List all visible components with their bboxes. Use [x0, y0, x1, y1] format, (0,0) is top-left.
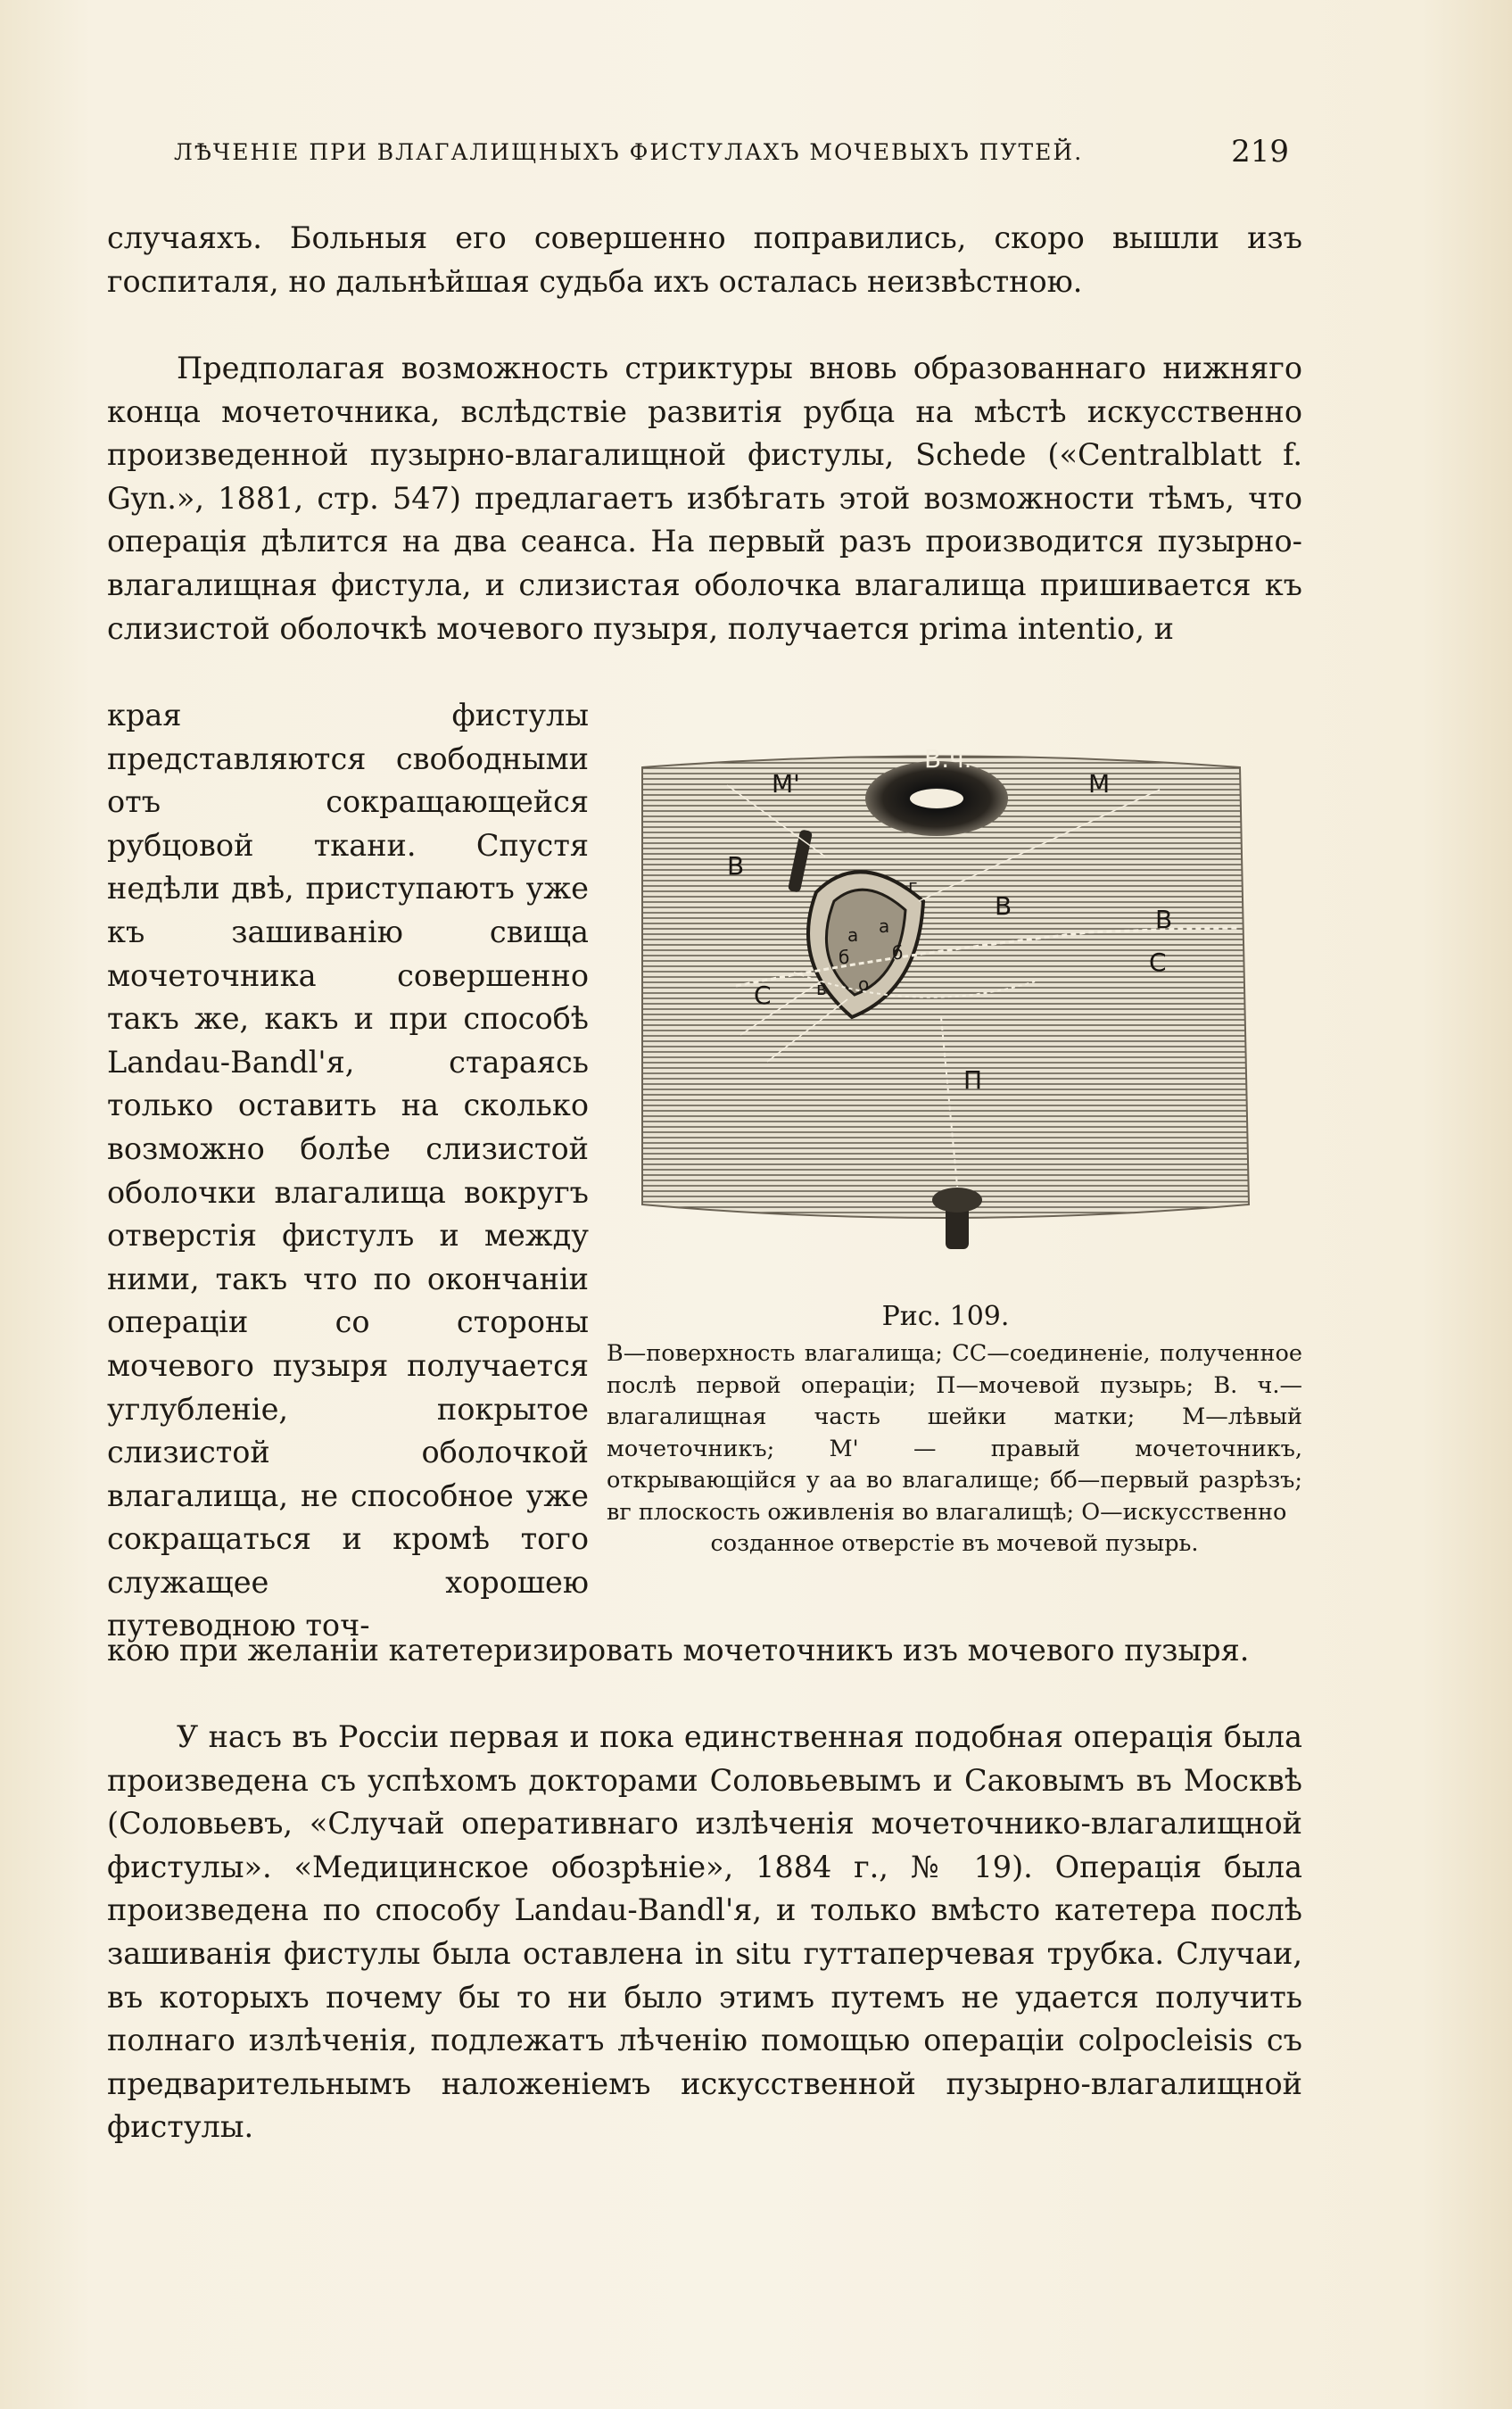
figure-109 — [624, 749, 1258, 1276]
label-b-small-2: б — [892, 942, 904, 964]
paragraph-2-wrapped: края фистулы представляются свободными отъ сокращающейся рубцовой ткани. Спустя недѣли двѣ, приступаютъ уже къ зашиванію свища мочеточника совершенно такъ же, какъ и при способѣ Landau-Bandl'я, стараясь только оставить на сколько возможно болѣе слизистой оболочки влагалища вокругъ отверстія фистулъ и между ними, такъ что по окончаніи операціи со стороны мочевого пузыря получается углубленіе, покрытое слизистой оболочкой влагалища, не способное уже сокращаться и кромѣ того служащее хорошею путеводною точ- — [107, 698, 589, 1643]
label-left-ureter: М' — [772, 769, 800, 799]
figure-illustration — [624, 749, 1258, 1276]
label-surface-1: В — [727, 851, 745, 881]
paragraph-1: случаяхъ. Больныя его совершенно поправились, скоро вышли изъ госпиталя, но дальнѣйшая судьба ихъ осталась неизвѣстною. — [107, 220, 1302, 299]
paragraph-2: Предполагая возможность стриктуры вновь образованнаго нижняго конца мочеточника, вслѣдствіе развитія рубца на мѣстѣ искусственно произведенной пузырно-влагалищной фистулы, Schede («Centralblatt f. Gyn.», 1881, стр. 547) предлагаетъ избѣгать этой возможности тѣмъ, что операція дѣлится на два сеанса. На первый разъ производится пузырно-влагалищная фистула, и слизистая оболочка влагалища пришивается къ слизистой оболочкѣ мочевого пузыря, получается prima intentio, и — [107, 351, 1302, 646]
label-junction-1: С — [754, 981, 772, 1010]
label-a-2: а — [879, 915, 890, 937]
figure-caption — [607, 1338, 1302, 1560]
figure-title: Рис. 109. — [881, 1301, 1010, 1332]
label-surface-2: В — [995, 891, 1012, 921]
label-bladder: П — [963, 1065, 983, 1095]
label-g: г — [908, 875, 918, 897]
label-v: в — [816, 978, 827, 999]
label-right-ureter: М — [1088, 769, 1111, 799]
label-junction-2: С — [1149, 948, 1167, 977]
page-number: 219 — [1231, 134, 1289, 170]
label-surface-3: В — [1155, 905, 1173, 934]
cervix-opening — [910, 789, 963, 808]
label-cervix: В.ч. — [924, 749, 972, 774]
label-b-small-1: б — [839, 947, 850, 968]
running-title: ЛѢЧЕНІЕ ПРИ ВЛАГАЛИЩНЫХЪ ФИСТУЛАХЪ МОЧЕВЫХЪ ПУТЕЙ. — [174, 139, 1084, 165]
label-o: о — [858, 973, 870, 995]
paragraph-2-end: кою при желаніи катетеризировать мочеточникъ изъ мочевого пузыря. — [107, 1633, 1250, 1668]
page-header — [174, 134, 1289, 178]
figure-caption-last: созданное отверстіе въ мочевой пузырь. — [710, 1530, 1199, 1557]
figure-caption-main: В—поверхность влагалища; СС—соединеніе, полученное послѣ первой операціи; П—мочевой пузырь; В. ч.—влагалищная часть шейки матки; М—лѣвый мочеточникъ; М' — правый мочеточникъ, открывающійся у аа во влагалище; бб—первый разрѣзъ; вг плоскость оживленія во влагалищѣ; О—искусственно — [607, 1340, 1302, 1526]
tube-cap — [932, 1188, 982, 1213]
paragraph-3: У насъ въ Россіи первая и пока единственная подобная операція была произведена съ успѣхомъ докторами Соловьевымъ и Саковымъ въ Москвѣ (Соловьевъ, «Случай оперативнаго излѣченія мочеточнико-влагалищной фистулы». «Медицинское обозрѣніе», 1884 г., № 19). Операція была произведена по способу Landau-Bandl'я, и только вмѣсто катетера послѣ зашиванія фистулы была оставлена in situ гуттаперчевая трубка. Случаи, въ которыхъ почему бы то ни было этимъ путемъ не удается получить полнаго излѣченія, подлежатъ лѣченію помощью операціи colpocleisis съ предварительнымъ наложеніемъ искусственной пузырно-влагалищной фистулы. — [107, 1719, 1302, 2145]
label-a-1: а — [847, 924, 859, 946]
